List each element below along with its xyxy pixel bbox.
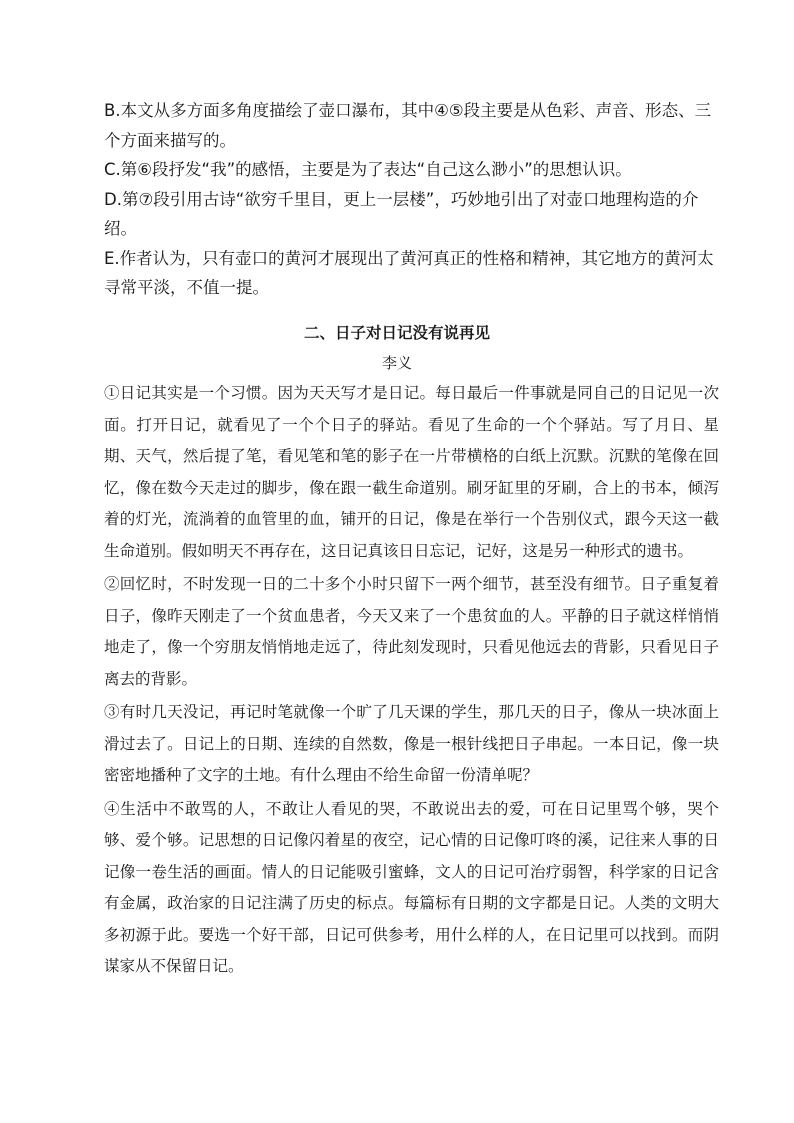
option-b: B.本文从多方面多角度描绘了壶口瀑布，其中④⑤段主要是从色彩、声音、形态、三个方面来描写的。: [104, 101, 712, 150]
article-paragraph-2: ②回忆时，不时发现一日的二十多个小时只留下一两个细节，甚至没有细节。日子重复着日子，像昨天刚走了一个贫血患者，今天又来了一个患贫血的人。平静的日子就这样悄悄地走了，像一个穷朋友悄悄地走远了，待此刻发现时，只看见他远去的背影，只看见日子离去的背影。: [104, 575, 719, 688]
article-author: 李义: [381, 354, 412, 372]
article-body: [104, 378, 719, 983]
article-title: 二、日子对日记没有说再见: [303, 324, 490, 342]
question-options: [104, 96, 724, 303]
article-paragraph-4: ④生活中不敢骂的人，不敢让人看见的哭，不敢说出去的爱，可在日记里骂个够，哭个够、爱个够。记思想的日记像闪着星的夜空，记心情的日记像叮咚的溪，记往来人事的日记像一卷生活的画面。情人的日记能吸引蜜蜂，文人的日记可治疗弱智，科学家的日记含有金属，政治家的日记注满了历史的标点。每篇标有日期的文字都是日记。人类的文明大多初源于此。要选一个好干部，日记可供参考，用什么样的人，在日记里可以找到。而阴谋家从不保留日记。: [104, 799, 719, 975]
option-e: E.作者认为，只有壶口的黄河才展现出了黄河真正的性格和精神，其它地方的黄河太寻常平淡，不值一提。: [104, 248, 714, 297]
option-d: D.第⑦段引用古诗“欲穷千里目，更上一层楼”，巧妙地引出了对壶口地理构造的介绍。: [104, 189, 699, 238]
article-paragraph-1: ①日记其实是一个习惯。因为天天写才是日记。每日最后一件事就是同自己的日记见一次面。打开日记，就看见了一个个日子的驿站。看见了生命的一个个驿站。写了月日、星期、天气，然后提了笔，看见笔和笔的影子在一片带横格的白纸上沉默。沉默的笔像在回忆，像在数今天走过的脚步，像在跟一截生命道别。刷牙缸里的牙刷，合上的书本，倾泻着的灯光，流淌着的血管里的血，铺开的日记，像是在举行一个告别仪式，跟今天这一截生命道别。假如明天不再存在，这日记真该日日忘记，记好，这是另一种形式的遗书。: [104, 384, 719, 560]
article-paragraph-3: ③有时几天没记，再记时笔就像一个旷了几天课的学生，那几天的日子，像从一块冰面上滑过去了。日记上的日期、连续的自然数，像是一根针线把日子串起。一本日记，像一块密密地播种了文字的土地。有什么理由不给生命留一份清单呢？: [104, 703, 719, 784]
option-c: C.第⑥段抒发“我”的感悟，主要是为了表达“自己这么渺小”的思想认识。: [104, 160, 632, 179]
